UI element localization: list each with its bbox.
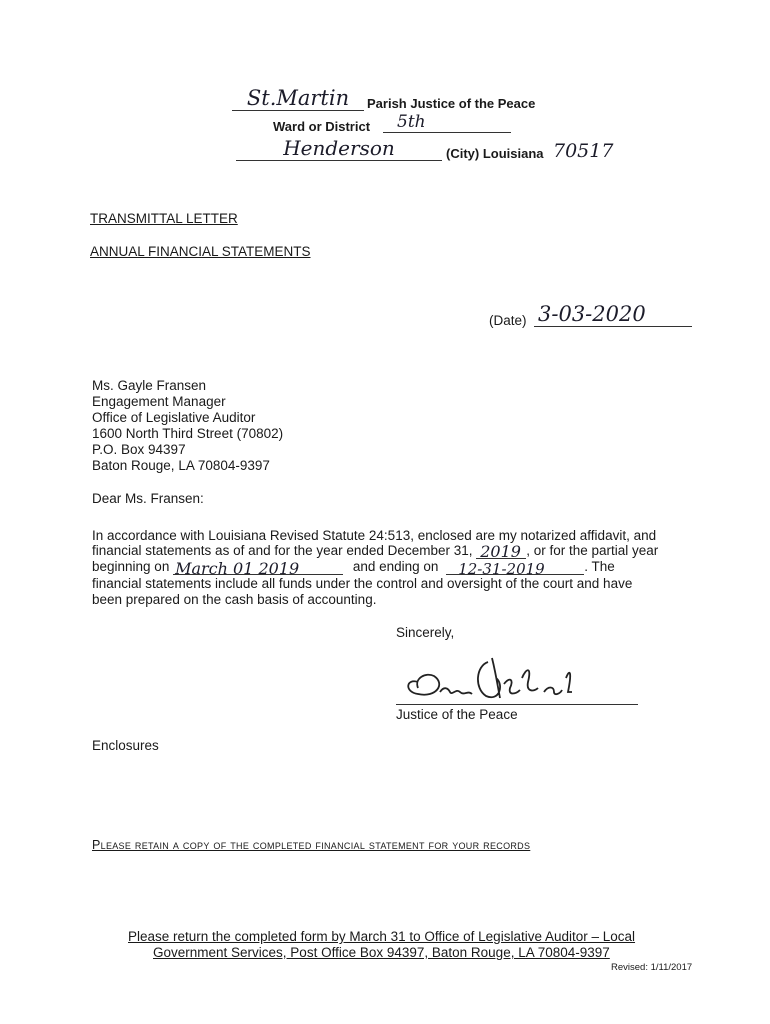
footer-line-2: Government Services, Post Office Box 94397, Baton Rouge, LA 70804-9397: [153, 945, 610, 960]
body-line-3-end: . The: [584, 559, 615, 574]
ward-label: Ward or District: [273, 119, 371, 134]
signer-title: Justice of the Peace: [396, 707, 518, 722]
year-field: [476, 544, 526, 559]
ward-field: [383, 112, 511, 133]
body-line-2-start: financial statements as of and for the year ended December 31,: [92, 543, 477, 558]
end-date-handwritten: 12-31-2019: [458, 560, 545, 578]
recipient-line: P.O. Box 94397: [92, 442, 186, 457]
enclosures: Enclosures: [92, 738, 159, 753]
begin-label: beginning on: [92, 559, 170, 574]
recipient-address: [92, 378, 283, 474]
city-handwritten: Henderson: [283, 136, 395, 160]
body-line-1: In accordance with Louisiana Revised Statute 24:513, enclosed are my notarized affidavit, and: [92, 528, 657, 543]
body-line-2: [92, 543, 694, 559]
city-label: (City) Louisiana: [446, 146, 544, 161]
end-label: and ending on: [352, 559, 439, 574]
body-line-5: been prepared on the cash basis of accounting.: [92, 592, 377, 607]
parish-field: [232, 86, 364, 111]
body-line-2-end: , or for the partial year: [526, 543, 659, 558]
title-transmittal: TRANSMITTAL LETTER: [90, 211, 238, 226]
recipient-line: Baton Rouge, LA 70804-9397: [92, 458, 270, 473]
salutation: Dear Ms. Fransen:: [92, 491, 204, 506]
signature-line: [396, 704, 638, 705]
sincerely: Sincerely,: [396, 625, 455, 640]
body-line-3: [92, 559, 696, 578]
parish-handwritten: St.Martin: [246, 86, 350, 110]
begin-date-handwritten: March 01 2019: [175, 559, 300, 578]
footer-line-1: Please return the completed form by March 31 to Office of Legislative Auditor – Local: [128, 929, 636, 944]
retain-notice: Please retain a copy of the completed financial statement for your records: [92, 838, 531, 852]
signature-graphic: [396, 648, 638, 706]
revised-date: Revised: 1/11/2017: [611, 962, 693, 973]
recipient-line: 1600 North Third Street (70802): [92, 426, 284, 441]
title-annual: ANNUAL FINANCIAL STATEMENTS: [90, 244, 311, 259]
zip-handwritten: 70517: [553, 140, 614, 162]
city-field: [236, 138, 442, 161]
body-line-4: financial statements include all funds under the control and oversight of the court and have: [92, 576, 633, 591]
date-label: (Date): [489, 313, 527, 328]
ward-handwritten: 5th: [397, 112, 426, 132]
date-field: [534, 302, 692, 327]
recipient-line: Office of Legislative Auditor: [92, 410, 256, 425]
recipient-line: Engagement Manager: [92, 394, 226, 409]
signature: [396, 648, 638, 706]
date-handwritten: 3-03-2020: [538, 302, 646, 326]
year-handwritten: 2019: [480, 542, 521, 561]
begin-date-field: [173, 559, 343, 578]
end-date-field: [446, 560, 584, 578]
recipient-line: Ms. Gayle Fransen: [92, 378, 207, 393]
parish-label: Parish Justice of the Peace: [367, 96, 536, 111]
